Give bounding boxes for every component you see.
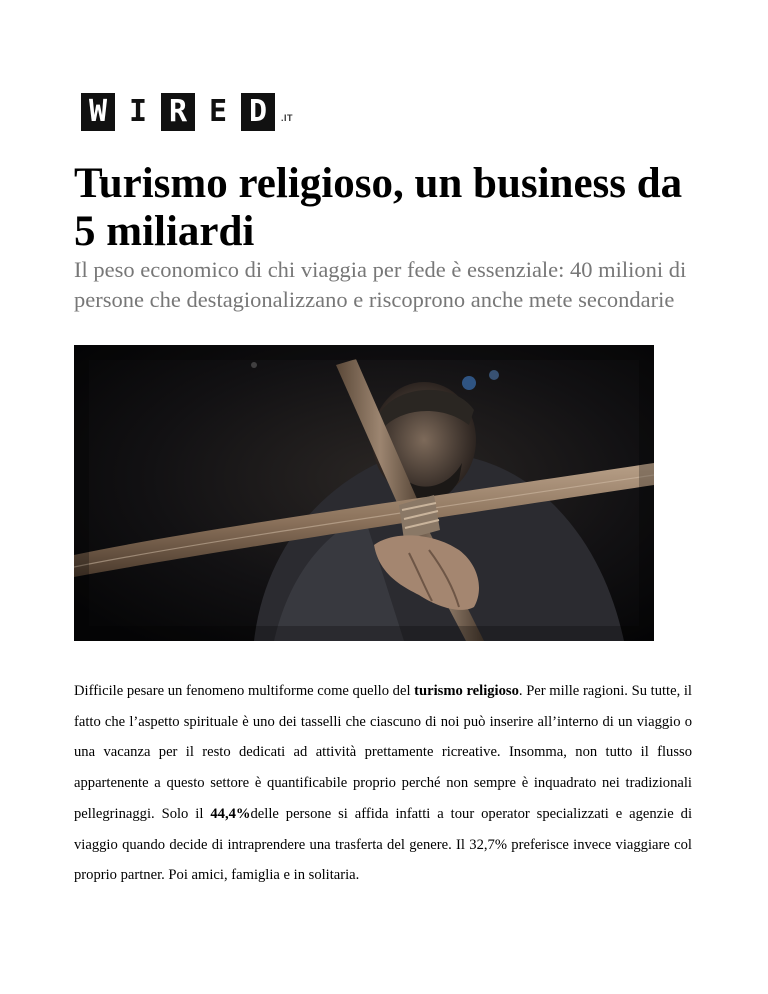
body-bold-turismo-religioso: turismo religioso: [414, 683, 519, 699]
body-part-3: delle persone si affida infatti a tour operator specializzati e agenzie di viaggio quando decide di intraprendere una trasferta del genere. Il 32,7% preferisce invece viaggiare col proprio partner. Poi amici, famiglia e in solitaria.: [74, 805, 692, 884]
logo-letter-e: E: [201, 93, 235, 131]
body-bold-percentage: 44,4%: [210, 805, 251, 822]
wired-logo: [81, 89, 293, 131]
logo-tld: .IT: [281, 113, 293, 123]
article-body: [74, 676, 692, 891]
article-subtitle: Il peso economico di chi viaggia per fede è essenziale: 40 milioni di persone che destagionalizzano e riscoprono anche mete secondarie: [74, 257, 687, 312]
logo-letter-i: I: [121, 93, 155, 131]
article-photo: [74, 345, 654, 641]
body-part-1: Difficile pesare un fenomeno multiforme come quello del: [74, 683, 415, 699]
article-title: Turismo religioso, un business da 5 miliardi: [74, 160, 683, 255]
logo-letter-r: R: [161, 93, 195, 131]
pilgrim-with-wooden-cross-image: [74, 345, 654, 641]
logo-letter-d: D: [241, 93, 275, 131]
logo-letter-w: W: [81, 93, 115, 131]
body-part-2: . Per mille ragioni. Su tutte, il fatto che l’aspetto spirituale è uno dei tasselli che ciascuno di noi può inserire all’interno di un viaggio o una vacanza per il resto dedicati ad attività prettamente ricreative. Insomma, non tutto il flusso appartenente a questo settore è quantificabile proprio perché non sempre è inquadrato nei tradizionali pellegrinaggi. Solo il: [74, 683, 692, 822]
